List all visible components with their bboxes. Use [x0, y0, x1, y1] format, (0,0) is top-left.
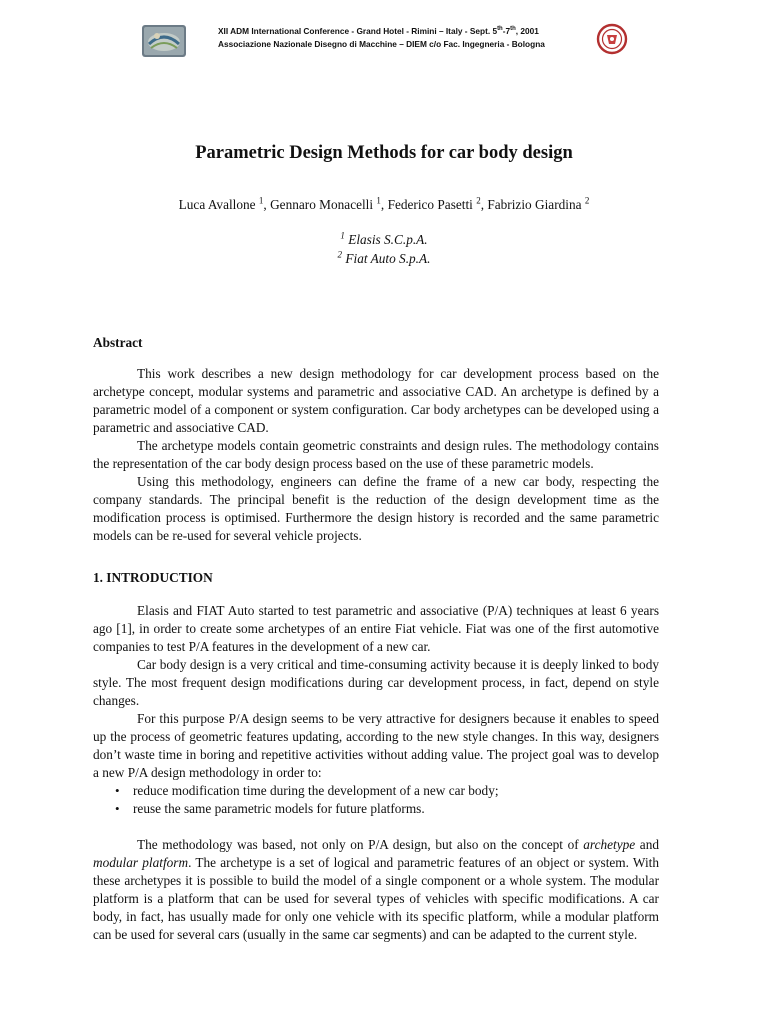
author-name: Gennaro Monacelli [270, 197, 374, 212]
author-name: Luca Avallone [178, 197, 256, 212]
abstract-paragraph: The archetype models contain geometric constraints and design rules. The methodology contains the representation of the car body design process based on the use of these parametric models. [93, 438, 659, 471]
intro-paragraph: Car body design is a very critical and time-consuming activity because it is deeply linked to body style. The most frequent design modifications during car development process, in fact, depend on style changes. [93, 657, 659, 708]
bullet-icon: • [115, 783, 120, 798]
university-seal-icon [596, 22, 628, 56]
affiliation-item: $^1$ Elasis S.C.p.A. [340, 230, 428, 247]
intro-paragraph: Elasis and FIAT Auto started to test parametric and associative (P/A) techniques at least 6 years ago [1], in order to create some archetypes of an entire Fiat vehicle. Fiat was one of the first automotive companies to test P/A features in the development of a new car. [93, 603, 659, 654]
abstract-heading: Abstract [93, 335, 143, 350]
goal-list [93, 782, 659, 818]
abstract-paragraph: This work describes a new design methodology for car development process based on the archetype concept, modular systems and parametric and associative CAD. An archetype is defined by a parametric model of a component or system configuration. Car body archetypes can be developed using a parametric and associative CAD. [93, 366, 659, 435]
bullet-icon: • [115, 801, 120, 816]
header-line-1: XII ADM International Conference - Grand Hotel - Rimini – Italy - Sept. 5th-7th, 2001 [218, 26, 539, 36]
section-heading-introduction: 1. INTRODUCTION [93, 570, 213, 585]
affiliation-item: $^2$ Fiat Auto S.p.A. [337, 249, 431, 266]
author-list: Luca Avallone $^1$, Gennaro Monacelli $^1$, Federico Pasetti $^2$, Fabrizio Giardina $^2$ [178, 195, 590, 212]
author-name: Federico Pasetti [387, 197, 473, 212]
header-line-2: Associazione Nazionale Disegno di Macchine – DIEM c/o Fac. Ingegneria - Bologna [218, 39, 545, 49]
author-name: Fabrizio Giardina [487, 197, 582, 212]
conference-logo-icon [141, 24, 187, 58]
page-header [0, 18, 768, 64]
intro-paragraph: The methodology was based, not only on P/A design, but also on the concept of archetype and modular platform. The archetype is a set of logical and parametric features of an object or system. With these archetypes it is possible to build the model of a single component or a whole system. The modular platform is a platform that can be used for several types of vehicles with specific modifications. A car body, in fact, has usually made for only one vehicle with its specific platform, while a modular platform can be used for several cars (usually in the same car segments) and can be adapted to the current style. [93, 837, 659, 942]
paper-body [93, 334, 659, 944]
intro-paragraph: For this purpose P/A design seems to be very attractive for designers because it enables to speed up the process of geometric features updating, according to the new style changes. In this way, designers don’t waste time in boring and repetitive activities without adding value. The project goal was to develop a new P/A design methodology in order to: [93, 711, 659, 780]
abstract-paragraph: Using this methodology, engineers can define the frame of a new car body, respecting the company standards. The principal benefit is the reduction of the design development time as the modification process is optimised. Furthermore the design history is recorded and the same parametric models can be re-used for several vehicle projects. [93, 474, 659, 543]
paper-title: Parametric Design Methods for car body design [195, 143, 573, 163]
list-item: • reduce modification time during the development of a new car body; [115, 783, 499, 798]
list-item: • reuse the same parametric models for future platforms. [115, 801, 425, 816]
affiliations [0, 230, 768, 268]
conference-header-text [218, 25, 588, 51]
